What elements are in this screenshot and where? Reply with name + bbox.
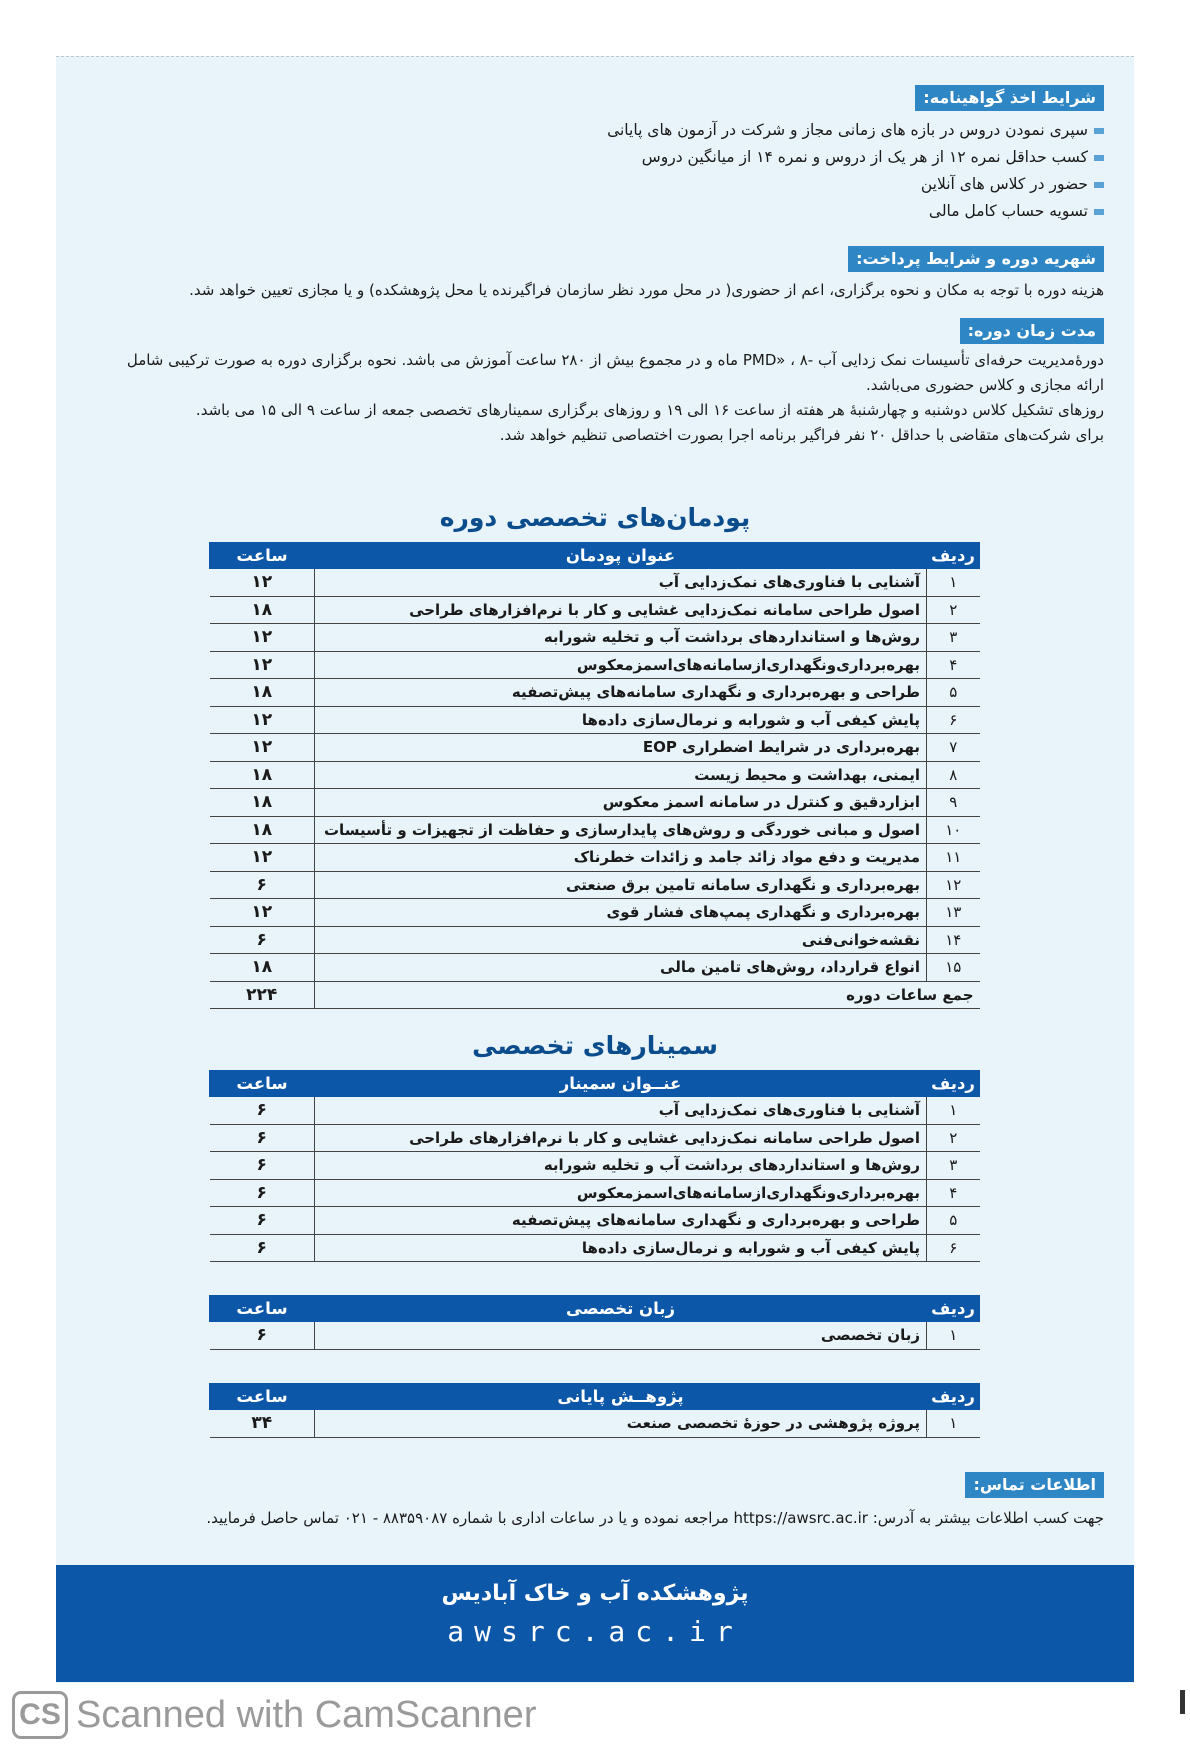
col-row-header: ردیف xyxy=(927,1296,980,1322)
row-hours-cell: ۱۸ xyxy=(210,679,315,707)
row-hours-cell: ۱۸ xyxy=(210,761,315,789)
row-number-cell: ۱ xyxy=(927,1097,980,1125)
duration-line: برای شرکت‌های متقاضی با حداقل ۲۰ نفر فراگیر برنامه اجرا بصورت اختصاصی تنظیم خواهد شد. xyxy=(499,426,1104,444)
row-number-cell: ۱۱ xyxy=(927,844,980,872)
row-hours-cell: ۱۲ xyxy=(210,651,315,679)
total-hours: ۲۲۴ xyxy=(210,981,315,1009)
row-title-cell: طراحی و بهره‌برداری و نگهداری سامانه‌های پیش‌تصفیه xyxy=(315,1207,927,1235)
contact-title: اطلاعات تماس: xyxy=(965,1472,1104,1498)
table-row xyxy=(210,1124,980,1152)
footer-url-link[interactable]: awsrc.ac.ir xyxy=(447,1615,743,1648)
table-row xyxy=(210,1097,980,1125)
row-number-cell: ۱۴ xyxy=(927,926,980,954)
row-title-cell: بهره‌برداری در شرایط اضطراری EOP xyxy=(315,734,927,762)
row-number-cell: ۶ xyxy=(927,706,980,734)
row-number-cell: ۲ xyxy=(927,1124,980,1152)
table-header-row xyxy=(210,1384,980,1410)
row-title-cell: پایش کیفی آب و شورابه و نرمال‌سازی داده‌ها xyxy=(315,1234,927,1262)
row-title-cell: آشنایی با فناوری‌های نمک‌زدایی آب xyxy=(315,569,927,597)
page-sheet xyxy=(56,56,1134,1683)
row-number-cell: ۹ xyxy=(927,789,980,817)
col-title-header: زبان تخصصی xyxy=(315,1296,927,1322)
row-title-cell: بهره‌برداری و نگهداری پمپ‌های فشار قوی xyxy=(315,899,927,927)
row-title-cell: بهره‌برداری‌ونگهداری‌از‌سامانه‌های‌اسمز‌معکوس xyxy=(315,1179,927,1207)
row-hours-cell: ۶ xyxy=(210,1097,315,1125)
col-hours-header: ساعت xyxy=(210,1071,315,1097)
row-hours-cell: ۶ xyxy=(210,1234,315,1262)
row-title-cell: انواع قرارداد، روش‌های تامین مالی xyxy=(315,954,927,982)
seminars-body xyxy=(210,1097,980,1262)
row-number-cell: ۱۳ xyxy=(927,899,980,927)
table-row xyxy=(210,871,980,899)
tuition-text: هزینه دوره با توجه به مکان و نحوه برگزاری، اعم از حضوری( در محل مورد نظر سازمان فراگیرنده یا محل پژوهشکده) و یا مجازی تعیین خواهد شد. xyxy=(189,281,1104,299)
table-row xyxy=(210,1152,980,1180)
research-body xyxy=(210,1410,980,1438)
row-number-cell: ۱۰ xyxy=(927,816,980,844)
bullet-icon xyxy=(1094,128,1104,134)
row-number-cell: ۱۲ xyxy=(927,871,980,899)
row-hours-cell: ۶ xyxy=(210,926,315,954)
language-body xyxy=(210,1322,980,1350)
footer-org-name: پژوهشکده آب و خاک آبادیس xyxy=(441,1581,749,1606)
table-row xyxy=(210,1410,980,1438)
table-row xyxy=(210,734,980,762)
row-hours-cell: ۱۲ xyxy=(210,624,315,652)
row-hours-cell: ۱۸ xyxy=(210,816,315,844)
row-title-cell: ایمنی، بهداشت و محیط زیست xyxy=(315,761,927,789)
duration-title: مدت زمان دوره: xyxy=(960,318,1104,344)
row-hours-cell: ۳۴ xyxy=(210,1410,315,1438)
bullet-icon xyxy=(1094,209,1104,215)
table-header-row xyxy=(210,1296,980,1322)
duration-line: روزهای تشکیل کلاس دوشنبه و چهارشنبۀ هر هفته از ساعت ۱۶ الی ۱۹ و روزهای برگزاری سمینارهای تخصصی جمعه از ساعت ۹ الی ۱۵ می باشد. xyxy=(195,401,1104,419)
table-row xyxy=(210,1207,980,1235)
row-hours-cell: ۶ xyxy=(210,1124,315,1152)
row-number-cell: ۵ xyxy=(927,679,980,707)
table-row xyxy=(210,899,980,927)
row-number-cell: ۲ xyxy=(927,596,980,624)
table-row xyxy=(210,706,980,734)
table-header-row xyxy=(210,543,980,569)
row-hours-cell: ۱۸ xyxy=(210,789,315,817)
language-table xyxy=(209,1295,980,1350)
row-hours-cell: ۱۲ xyxy=(210,899,315,927)
table-header-row xyxy=(210,1071,980,1097)
seminars-table xyxy=(209,1070,980,1262)
col-hours-header: ساعت xyxy=(210,1296,315,1322)
row-title-cell: زبان تخصصی xyxy=(315,1322,927,1350)
row-title-cell: نقشه‌خوانی‌فنی xyxy=(315,926,927,954)
certificate-title: شرایط اخذ گواهینامه: xyxy=(915,85,1104,111)
total-label: جمع ساعات دوره xyxy=(315,981,980,1009)
table-row xyxy=(210,624,980,652)
tuition-section xyxy=(189,246,1104,303)
row-number-cell: ۳ xyxy=(927,1152,980,1180)
row-title-cell: بهره‌برداری‌ونگهداری‌از‌سامانه‌های‌اسمز‌معکوس xyxy=(315,651,927,679)
table-row xyxy=(210,789,980,817)
row-title-cell: اصول طراحی سامانه نمک‌زدایی غشایی و کار با نرم‌افزارهای طراحی xyxy=(315,596,927,624)
row-hours-cell: ۶ xyxy=(210,1152,315,1180)
row-title-cell: روش‌ها و استانداردهای برداشت آب و تخلیه شورابه xyxy=(315,624,927,652)
table-row xyxy=(210,844,980,872)
col-row-header: ردیف xyxy=(927,1071,980,1097)
row-number-cell: ۷ xyxy=(927,734,980,762)
row-hours-cell: ۶ xyxy=(210,1179,315,1207)
contact-text[interactable]: جهت کسب اطلاعات بیشتر به آدرس: https://awsrc.ac.ir مراجعه نموده و یا در ساعات اداری با شماره ۸۸۳۵۹۰۸۷ - ۰۲۱ تماس حاصل فرمایید. xyxy=(206,1509,1104,1527)
row-hours-cell: ۱۸ xyxy=(210,596,315,624)
row-number-cell: ۸ xyxy=(927,761,980,789)
page-edge-mark xyxy=(1180,1690,1185,1714)
modules-heading: پودمان‌های تخصصی دوره xyxy=(439,503,751,532)
table-row xyxy=(210,926,980,954)
col-row-header: ردیف xyxy=(927,1384,980,1410)
footer-banner xyxy=(56,1565,1134,1682)
table-row xyxy=(210,954,980,982)
camscanner-logo-icon: CS xyxy=(12,1691,68,1739)
row-title-cell: ابزاردقیق و کنترل در سامانه اسمز معکوس xyxy=(315,789,927,817)
row-number-cell: ۶ xyxy=(927,1234,980,1262)
table-row xyxy=(210,651,980,679)
row-hours-cell: ۶ xyxy=(210,1207,315,1235)
col-title-header: عنوان پودمان xyxy=(315,543,927,569)
row-number-cell: ۴ xyxy=(927,1179,980,1207)
table-row xyxy=(210,1234,980,1262)
row-title-cell: روش‌ها و استانداردهای برداشت آب و تخلیه شورابه xyxy=(315,1152,927,1180)
total-row xyxy=(210,981,980,1009)
table-row xyxy=(210,816,980,844)
bullet-icon xyxy=(1094,182,1104,188)
row-title-cell: اصول و مبانی خوردگی و روش‌های پایدارسازی و حفاظت از تجهیزات و تأسیسات xyxy=(315,816,927,844)
modules-table xyxy=(209,542,980,1009)
table-row xyxy=(210,569,980,597)
table-row xyxy=(210,1322,980,1350)
certificate-list xyxy=(607,117,1104,225)
col-row-header: ردیف xyxy=(927,543,980,569)
row-title-cell: پروژه پژوهشی در حوزۀ تخصصی صنعت xyxy=(315,1410,927,1438)
row-number-cell: ۵ xyxy=(927,1207,980,1235)
row-hours-cell: ۱۸ xyxy=(210,954,315,982)
list-item: سپری نمودن دروس در بازه های زمانی مجاز و شرکت در آزمون های پایانی xyxy=(607,117,1104,144)
duration-line: ارائه مجازی و کلاس حضوری می‌باشد. xyxy=(865,376,1104,394)
duration-section xyxy=(127,318,1104,448)
row-title-cell: آشنایی با فناوری‌های نمک‌زدایی آب xyxy=(315,1097,927,1125)
row-title-cell: طراحی و بهره‌برداری و نگهداری سامانه‌های پیش‌تصفیه xyxy=(315,679,927,707)
list-item: کسب حداقل نمره ۱۲ از هر یک از دروس و نمره ۱۴ از میانگین دروس xyxy=(607,144,1104,171)
row-number-cell: ۴ xyxy=(927,651,980,679)
list-item: تسویه حساب کامل مالی xyxy=(607,198,1104,225)
row-hours-cell: ۱۲ xyxy=(210,569,315,597)
modules-body xyxy=(210,569,980,1009)
row-title-cell: پایش کیفی آب و شورابه و نرمال‌سازی داده‌ها xyxy=(315,706,927,734)
research-table xyxy=(209,1383,980,1438)
tuition-title: شهریه دوره و شرایط پرداخت: xyxy=(848,246,1104,272)
table-row xyxy=(210,761,980,789)
row-number-cell: ۱ xyxy=(927,1322,980,1350)
table-row xyxy=(210,1179,980,1207)
row-number-cell: ۱۵ xyxy=(927,954,980,982)
duration-line: دورۀمدیریت حرفه‌ای تأسیسات نمک زدایی آب -PMD» ، ۸ ماه و در مجموع بیش از ۲۸۰ ساعت آموزش می باشد. نحوه برگزاری دوره به صورت ترکیبی شامل xyxy=(126,351,1104,369)
row-hours-cell: ۱۲ xyxy=(210,844,315,872)
row-title-cell: مدیریت و دفع مواد زائد جامد و زائدات خطرناک xyxy=(315,844,927,872)
row-number-cell: ۱ xyxy=(927,569,980,597)
table-row xyxy=(210,679,980,707)
col-hours-header: ساعت xyxy=(210,543,315,569)
row-hours-cell: ۱۲ xyxy=(210,734,315,762)
row-hours-cell: ۶ xyxy=(210,1322,315,1350)
certificate-section xyxy=(607,85,1104,225)
col-title-header: پژوهــش پایانی xyxy=(315,1384,927,1410)
row-title-cell: اصول طراحی سامانه نمک‌زدایی غشایی و کار با نرم‌افزارهای طراحی xyxy=(315,1124,927,1152)
row-number-cell: ۳ xyxy=(927,624,980,652)
row-hours-cell: ۶ xyxy=(210,871,315,899)
col-hours-header: ساعت xyxy=(210,1384,315,1410)
camscanner-watermark xyxy=(12,1690,536,1740)
bullet-icon xyxy=(1094,155,1104,161)
table-row xyxy=(210,596,980,624)
watermark-text: Scanned with CamScanner xyxy=(76,1693,537,1736)
row-title-cell: بهره‌برداری و نگهداری سامانه تامین برق صنعتی xyxy=(315,871,927,899)
list-item: حضور در کلاس های آنلاین xyxy=(607,171,1104,198)
seminars-heading: سمینارهای تخصصی xyxy=(472,1031,718,1060)
col-title-header: عنــوان سمینار xyxy=(315,1071,927,1097)
contact-section xyxy=(206,1472,1104,1531)
row-hours-cell: ۱۲ xyxy=(210,706,315,734)
row-number-cell: ۱ xyxy=(927,1410,980,1438)
